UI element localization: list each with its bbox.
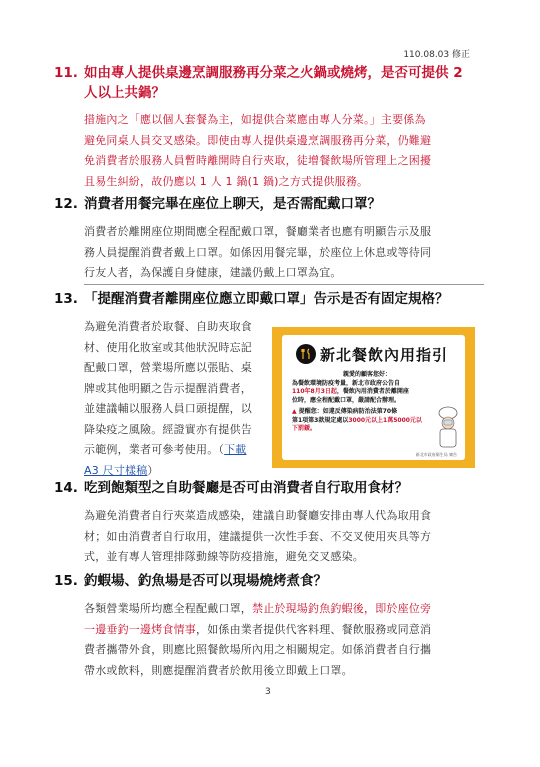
answer-line: 免消費者於服務人員暫時離開時自行夾取，徒增餐飲場所管理上之困擾	[84, 154, 432, 167]
question-text: 吃到飽類型之自助餐廳是否可由消費者自行取用食材？	[84, 480, 408, 496]
question-number: 14.	[54, 480, 78, 496]
poster-text: 提醒您：如違反傳染病防治法第70條	[298, 408, 398, 415]
question-text: 釣蝦場、釣魚場是否可以現場燒烤煮食？	[84, 573, 327, 589]
question-12-title	[54, 194, 484, 214]
utensils-icon	[296, 344, 316, 364]
dining-guideline-poster	[272, 327, 475, 468]
download-link[interactable]: 下載	[224, 443, 247, 456]
answer-line: 並建議輔以服務人員口頭提醒，以	[84, 402, 252, 415]
answer-line: 且易生糾紛，故仍應以 1 人 1 鍋(1 鍋)之方式提供服務。	[84, 174, 369, 188]
answer-15	[84, 599, 484, 681]
poster-line: 位時，應全程配戴口罩，嚴請配合辦理。	[292, 396, 401, 404]
answer-line: 消費者於離開座位期間應全程配戴口罩，餐廳業者也應有明顯告示及服	[84, 225, 432, 238]
poster-date: 110年8月3日起	[292, 388, 337, 395]
answer-line: 式，並有專人管理排隊動線等防疫措施，避免交叉感染。	[84, 550, 364, 563]
answer-line: 行友人者，為保護自身健康，建議仍戴上口罩為宜。	[84, 263, 484, 285]
answer-11	[84, 110, 484, 192]
poster-title: 新北餐飲內用指引	[320, 345, 449, 364]
question-text-line2: 人以上共鍋？	[84, 85, 165, 101]
answer-line: 避免同桌人員交叉感染。即使由專人提供桌邊烹調服務再分菜，仍難避	[84, 133, 432, 147]
question-text: 消費者用餐完畢在座位上聊天，是否需配戴口罩？	[84, 196, 381, 212]
poster-panel	[282, 335, 465, 460]
warning-icon: ▲	[292, 408, 297, 415]
page-number: 3	[265, 687, 271, 697]
question-number: 13.	[54, 291, 78, 307]
question-text-line1: 如由專人提供桌邊烹調服務再分菜之火鍋或燒烤，是否可提供 2	[84, 65, 463, 81]
answer-12	[84, 222, 484, 285]
answer-line	[84, 620, 484, 641]
poster-header	[296, 341, 448, 367]
poster-body	[292, 371, 442, 434]
answer-line: 為避免消費者自行夾菜造成感染，建議自助餐廳安排由專人代為取用食	[84, 509, 432, 522]
answer-14	[84, 506, 484, 568]
answer-line	[84, 440, 274, 461]
poster-greeting: 親愛的顧客您好：	[342, 371, 391, 378]
question-14-title	[54, 478, 484, 498]
answer-line: 為避免消費者於取餐、自助夾取食	[84, 320, 252, 333]
answer-line: 帶水或飲料，則應提醒消費者於飲用後立即戴上口罩。	[84, 663, 353, 677]
answer-line: 配戴口罩，營業場所應以張貼、桌	[84, 361, 252, 374]
download-a3-link[interactable]: A3 尺寸樣稿	[84, 463, 148, 477]
question-number: 11.	[54, 65, 78, 81]
answer-line: 降染疫之風險。經證實亦有提供告	[84, 422, 252, 436]
poster-line	[292, 417, 442, 426]
answer-text: ）	[147, 463, 159, 477]
answer-line: 材；如由消費者自行取用，建議提供一次性手套、不交叉使用夾具等方	[84, 529, 432, 543]
answer-line: 費者攜帶外食，則應比照餐飲場所內用之相關規定。如係消費者自行攜	[84, 643, 432, 656]
revision-date: 110.08.03 修正	[403, 50, 470, 60]
poster-line	[292, 388, 442, 397]
poster-fine: 3000元以上1萬5000元以	[348, 416, 422, 424]
question-15-title	[54, 571, 484, 591]
chef-illustration-icon	[435, 406, 461, 450]
question-number: 15.	[54, 573, 78, 589]
answer-line	[84, 599, 484, 620]
answer-line: 牌或其他明顯之告示提醒消費者，	[84, 381, 252, 395]
answer-text: 各類營業場所均應全程配戴口罩，	[84, 602, 252, 615]
question-text: 「提醒消費者離開座位應立即戴口罩」告示是否有固定規格？	[84, 291, 449, 307]
answer-13	[84, 317, 274, 481]
poster-text: ，餐飲內用消費者於離開座	[336, 388, 409, 395]
answer-line: 措施內之「應以個人套餐為主，如提供合菜應由專人分菜。」主要係為	[84, 113, 426, 126]
question-11-title	[54, 63, 484, 103]
answer-line: 材、使用化妝室或其他狀況時忘記	[84, 340, 252, 354]
answer-highlight: 禁止於現場釣魚釣蝦後，即於座位旁	[252, 602, 432, 615]
answer-highlight: 一邊垂釣一邊烤食情事	[84, 622, 196, 636]
poster-footer: 新北市政府衛生局 廣告	[415, 452, 457, 457]
answer-text: 示範例，業者可參考使用。（	[84, 443, 225, 456]
poster-line	[292, 408, 442, 417]
poster-line: 為餐飲環境防疫考量，新北市政府公告自	[292, 379, 401, 387]
answer-text: ，如係由業者提供代客料理、餐飲服務或同意消	[196, 622, 432, 636]
question-13-title	[54, 289, 484, 309]
question-number: 12.	[54, 196, 78, 212]
answer-line: 務人員提醒消費者戴上口罩。如係因用餐完畢，於座位上休息或等待同	[84, 245, 432, 259]
poster-text: 第1項第3款規定處以	[292, 416, 349, 424]
poster-line: 下罰鍰。	[292, 425, 317, 432]
